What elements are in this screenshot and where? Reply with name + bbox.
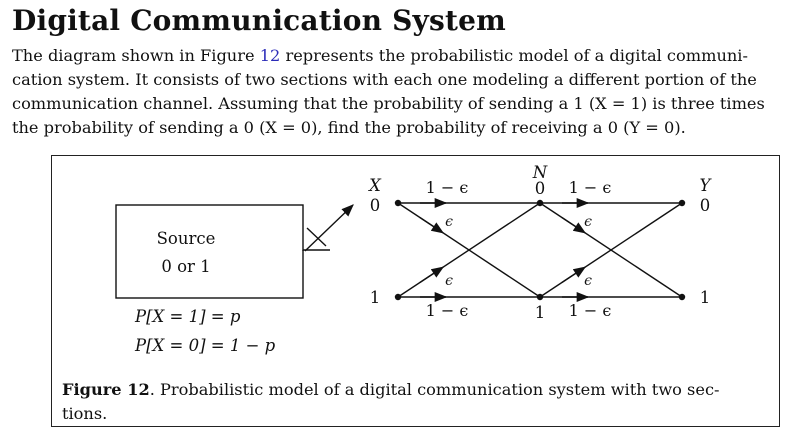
node-x0 — [395, 200, 401, 206]
section-title: Digital Communication System — [12, 4, 506, 37]
prob-x-equals-1: P[X = 1] = p — [135, 307, 241, 326]
n-bottom-value: 1 — [534, 303, 546, 322]
caption-label: Figure 12 — [62, 380, 150, 399]
figure-caption — [62, 378, 768, 426]
arrow-s1-cross-down — [420, 218, 443, 233]
label-s1-cross-up: ϵ — [445, 273, 453, 289]
n-top-value: 0 — [534, 179, 546, 198]
node-n0 — [537, 200, 543, 206]
caption-line-2: tions. — [62, 404, 108, 423]
var-n-label: N — [532, 163, 548, 182]
y-top-value: 0 — [699, 196, 711, 215]
source-box — [116, 205, 303, 298]
switch-lever — [305, 205, 353, 251]
node-y0 — [679, 200, 685, 206]
problem-line-1: The diagram shown in Figure 12 represents the probabilistic model of a digital communi- — [12, 46, 748, 65]
label-s2-bottom-straight: 1 − ϵ — [568, 301, 612, 320]
x-top-value: 0 — [369, 196, 381, 215]
caption-line-1: Figure 12. Probabilistic model of a digital communication system with two sec- — [62, 380, 720, 399]
problem-line-3: communication channel. Assuming that the probability of sending a 1 (X = 1) is three times — [12, 94, 765, 113]
node-n1 — [537, 294, 543, 300]
var-y-label: Y — [699, 176, 711, 195]
label-s2-cross-down: ϵ — [584, 214, 592, 230]
prob-x-equals-0: P[X = 0] = 1 − p — [135, 336, 276, 355]
problem-line-4: the probability of sending a 0 (X = 0), find the probability of receiving a 0 (Y = 0). — [12, 118, 686, 137]
arrow-s1-cross-up — [420, 267, 443, 282]
arrow-s2-cross-down — [562, 218, 585, 233]
switch-tick — [307, 228, 326, 246]
x-bottom-value: 1 — [369, 288, 381, 307]
y-bottom-value: 1 — [699, 288, 711, 307]
var-x-label: X — [369, 176, 381, 195]
arrow-s2-cross-up — [562, 267, 585, 282]
label-s2-top-straight: 1 − ϵ — [568, 178, 612, 197]
label-s1-cross-down: ϵ — [445, 214, 453, 230]
label-s1-top-straight: 1 − ϵ — [425, 178, 469, 197]
label-s1-bottom-straight: 1 − ϵ — [425, 301, 469, 320]
problem-line-2: cation system. It consists of two sections with each one modeling a different portion of the — [12, 70, 757, 89]
label-s2-cross-up: ϵ — [584, 273, 592, 289]
node-y1 — [679, 294, 685, 300]
source-values: 0 or 1 — [161, 257, 211, 276]
figure-reference-link[interactable]: 12 — [259, 46, 281, 65]
source-label: Source — [156, 229, 216, 248]
node-x1 — [395, 294, 401, 300]
